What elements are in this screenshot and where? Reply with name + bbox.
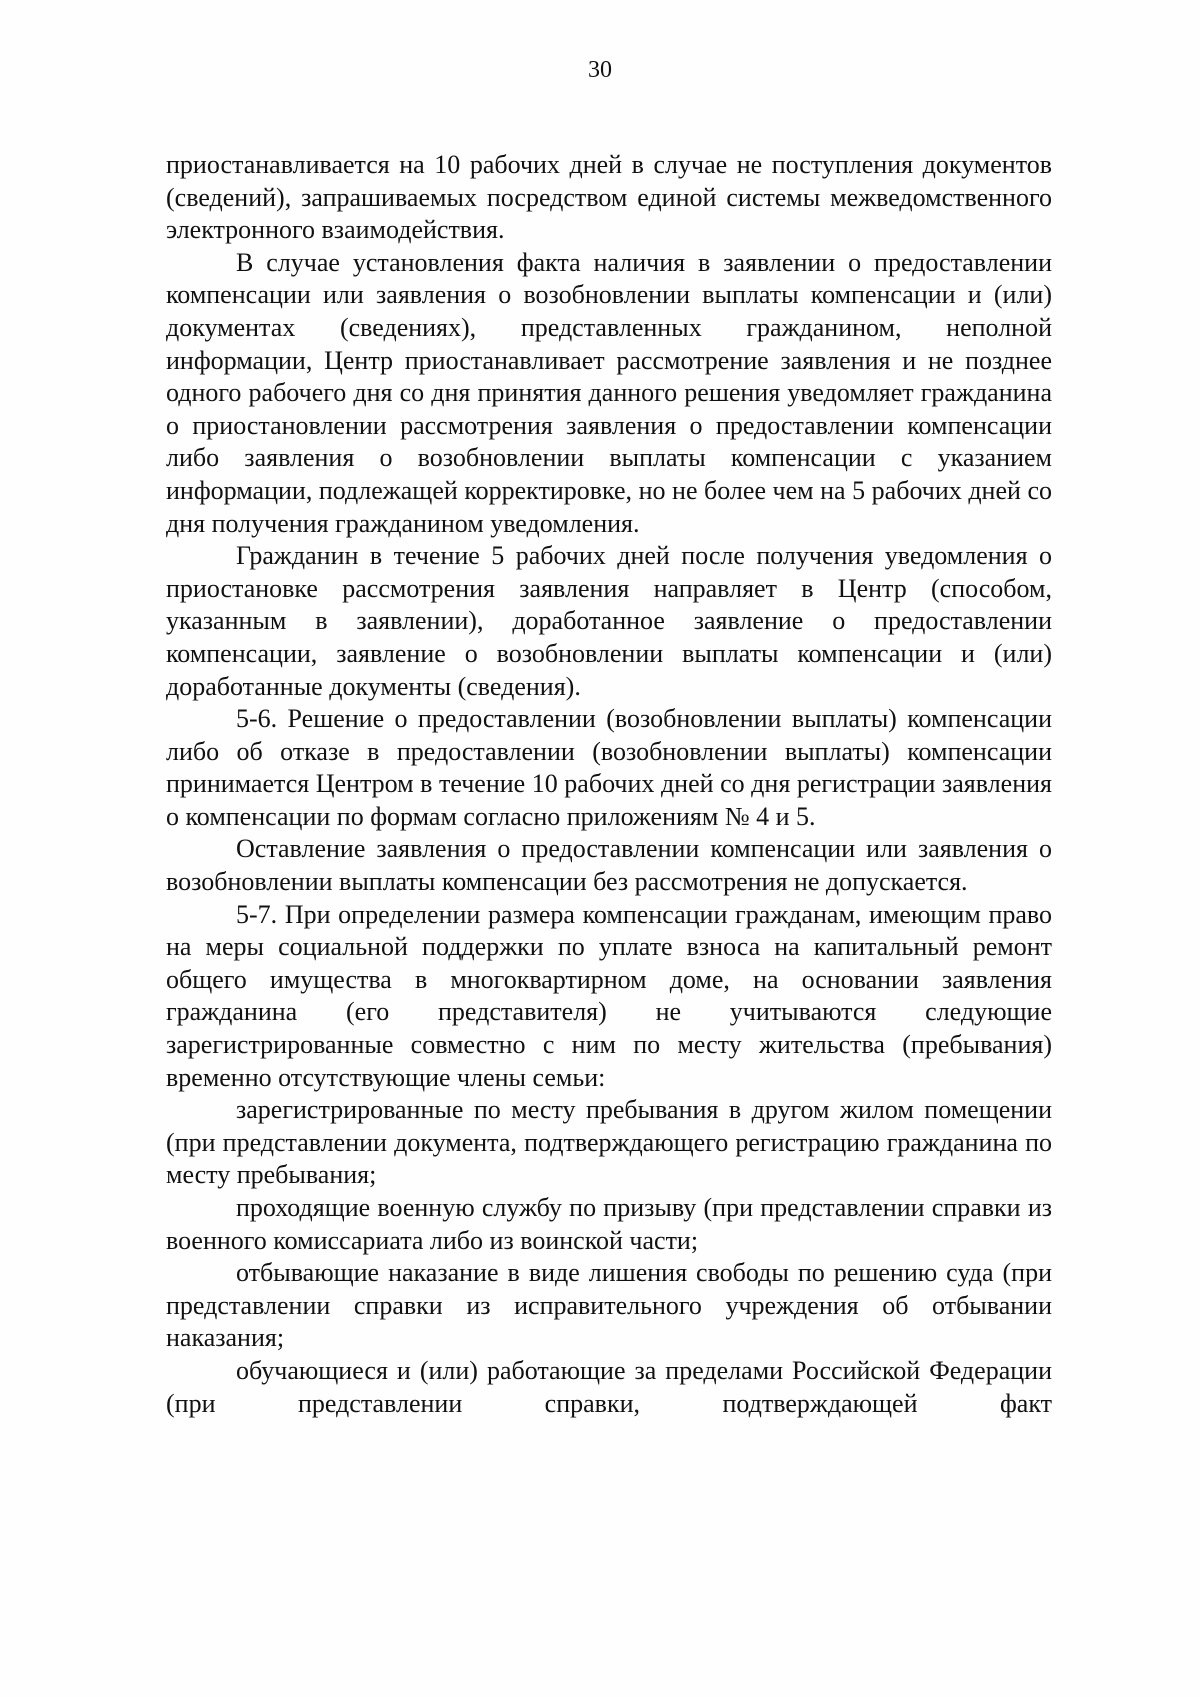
page-number: 30 xyxy=(588,57,612,83)
paragraph-5-6-decision: 5-6. Решение о предоставлении (возобновлении выплаты) компенсации либо об отказе в предоставлении (возобновлении выплаты) компенсации принимается Центром в течение 10 рабочих дней со дня регистрации заявления о компенсации по формам согласно приложениям № 4 и 5. xyxy=(166,704,1052,831)
list-item-abroad: обучающиеся и (или) работающие за пределами Российской Федерации (при представлении справки, подтверждающей факт xyxy=(166,1355,1052,1418)
document-body xyxy=(166,149,1052,1420)
paragraph-5-7-calculation: 5-7. При определении размера компенсации гражданам, имеющим право на меры социальной поддержки по уплате взноса на капитальный ремонт общего имущества в многоквартирном доме, на основании заявления гражданина (его представителя) не учитываются следующие зарегистрированные совместно с ним по месту жительства (пребывания) временно отсутствующие члены семьи: xyxy=(166,899,1052,1092)
paragraph-no-leaving-without-review: Оставление заявления о предоставлении компенсации или заявления о возобновлении выплаты компенсации без рассмотрения не допускается. xyxy=(166,834,1052,897)
paragraph-incomplete-information: В случае установления факта наличия в заявлении о предоставлении компенсации или заявления о возобновлении выплаты компенсации и (или) документах (сведениях), представленных гражданином, неполной информации, Центр приостанавливает рассмотрение заявления и не позднее одного рабочего дня со дня принятия данного решения уведомляет гражданина о приостановлении рассмотрения заявления о предоставлении компенсации либо заявления о возобновлении выплаты компенсации с указанием информации, подлежащей корректировке, но не более чем на 5 рабочих дней со дня получения гражданином уведомления. xyxy=(166,247,1052,538)
list-item-serving-sentence: отбывающие наказание в виде лишения свободы по решению суда (при представлении справки из исправительного учреждения об отбывании наказания; xyxy=(166,1258,1052,1353)
paragraph-suspension-continuation: приостанавливается на 10 рабочих дней в случае не поступления документов (сведений), запрашиваемых посредством единой системы межведомственного электронного взаимодействия. xyxy=(166,150,1052,245)
paragraph-revised-application: Гражданин в течение 5 рабочих дней после получения уведомления о приостановке рассмотрения заявления направляет в Центр (способом, указанным в заявлении), доработанное заявление о предоставлении компенсации, заявление о возобновлении выплаты компенсации и (или) доработанные документы (сведения). xyxy=(166,541,1052,701)
list-item-military-service: проходящие военную службу по призыву (при представлении справки из военного комиссариата либо из воинской части; xyxy=(166,1193,1052,1255)
list-item-registered-elsewhere: зарегистрированные по месту пребывания в другом жилом помещении (при представлении документа, подтверждающего регистрацию гражданина по месту пребывания; xyxy=(166,1095,1052,1190)
